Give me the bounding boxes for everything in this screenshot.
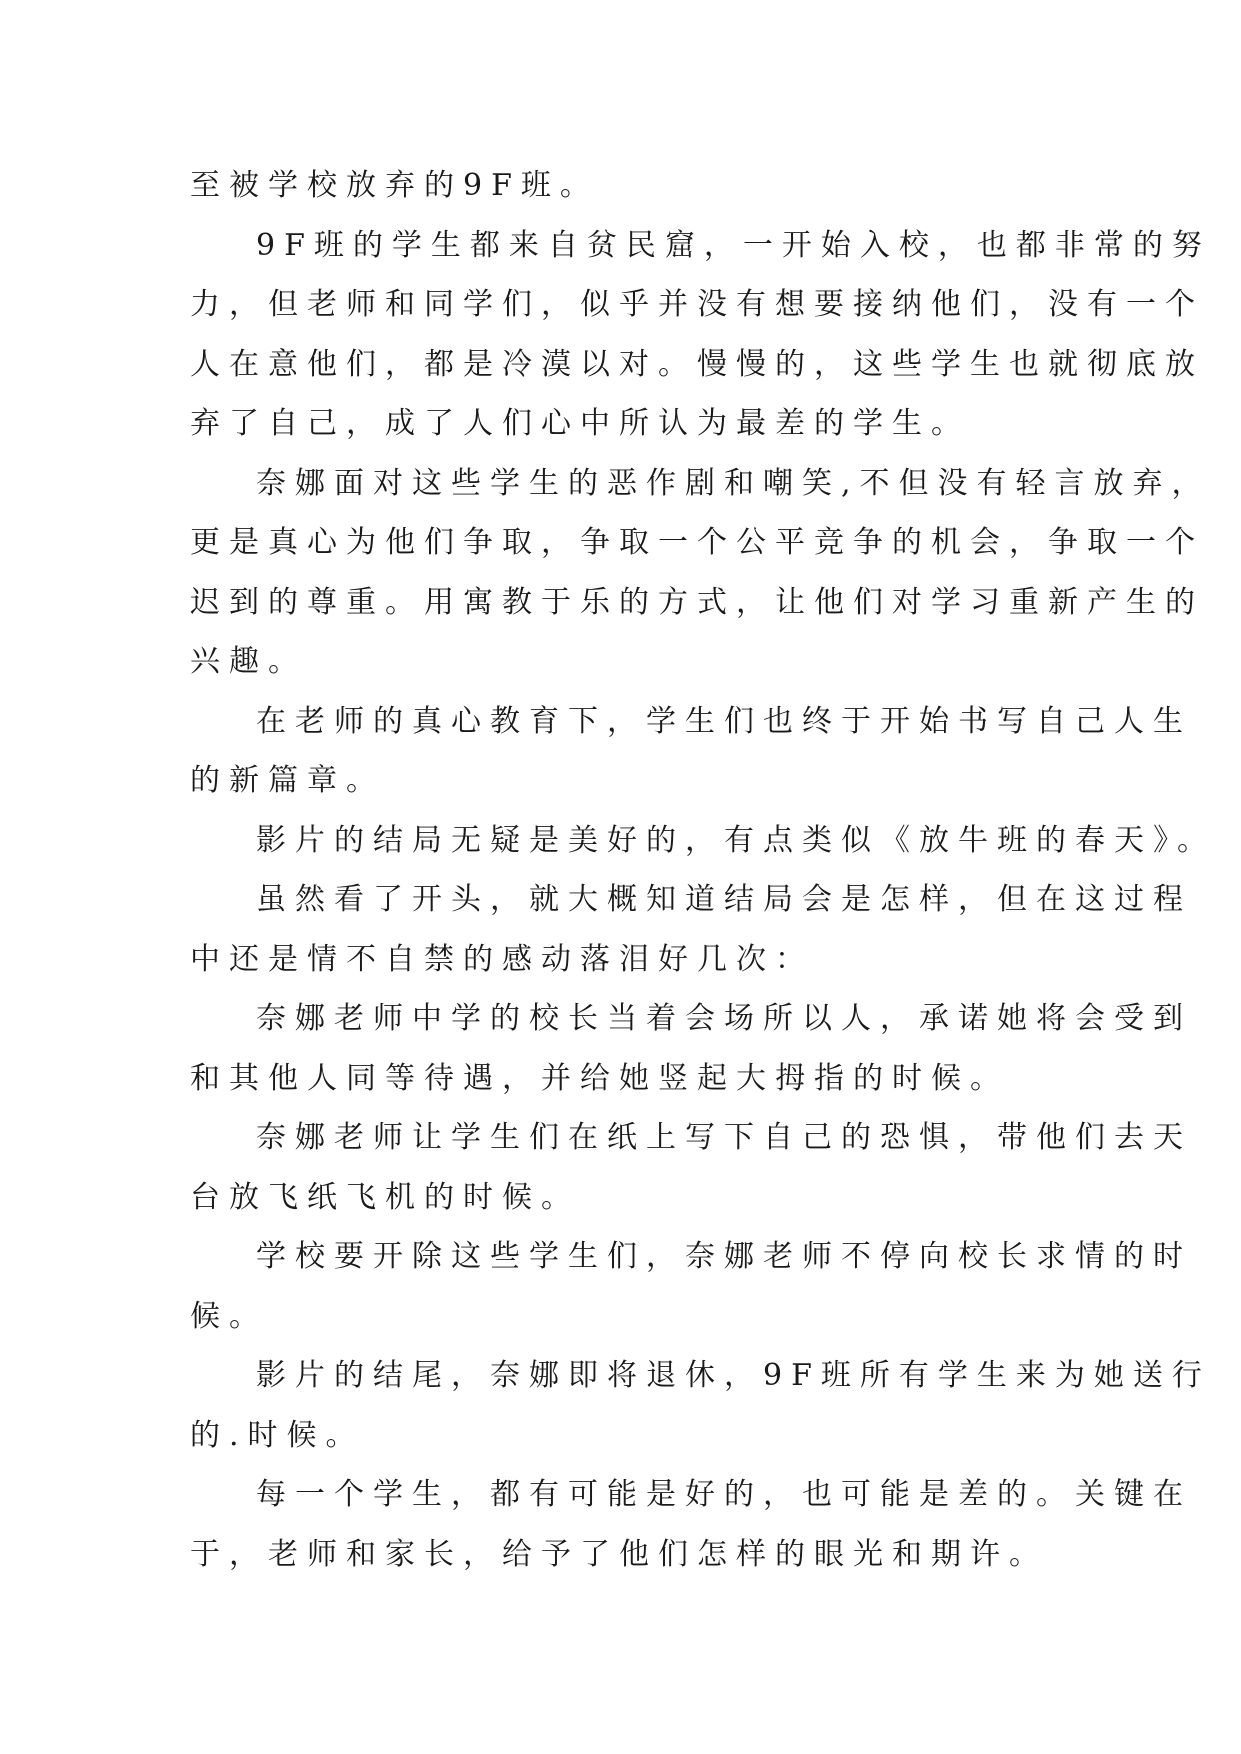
text-line: 学校要开除这些学生们，奈娜老师不停向校长求情的时 [256, 1239, 1192, 1274]
text-line: 在老师的真心教育下，学生们也终于开始书写自己人生 [256, 703, 1192, 739]
text-line: 每一个学生，都有可能是好的，也可能是差的。关键在 [256, 1477, 1192, 1512]
text-line: 迟到的尊重。用寓教于乐的方式，让他们对学习重新产生的 [190, 584, 1204, 620]
text-line: 更是真心为他们争取，争取一个公平竞争的机会，争取一个 [190, 525, 1204, 560]
text-line: 中还是情不自禁的感动落泪好几次： [190, 941, 814, 977]
text-line: 的新篇章。 [190, 763, 385, 798]
text-line: 奈娜面对这些学生的恶作剧和嘲笑,不但没有轻言放弃， [256, 465, 1211, 501]
text-line: 影片的结尾，奈娜即将退休，9F班所有学生来为她送行 [256, 1358, 1211, 1393]
text-line: 力，但老师和同学们，似乎并没有想要接纳他们，没有一个 [190, 287, 1204, 322]
text-line: 至被学校放弃的9F班。 [190, 168, 599, 203]
text-line: 人在意他们，都是冷漠以对。慢慢的，这些学生也就彻底放 [190, 346, 1204, 382]
text-line: 9F班的学生都来自贫民窟，一开始入校，也都非常的努 [256, 227, 1211, 263]
text-line: 弃了自己，成了人们心中所认为最差的学生。 [190, 406, 970, 441]
text-line: 虽然看了开头，就大概知道结局会是怎样，但在这过程 [256, 882, 1192, 917]
text-line: 奈娜老师让学生们在纸上写下自己的恐惧，带他们去天 [256, 1120, 1192, 1155]
text-line: 兴趣。 [190, 644, 307, 679]
text-line: 奈娜老师中学的校长当着会场所以人，承诺她将会受到 [256, 1001, 1192, 1036]
text-line: 候。 [190, 1298, 268, 1334]
text-line: 台放飞纸飞机的时候。 [190, 1179, 580, 1215]
text-line: 和其他人同等待遇，并给她竖起大拇指的时候。 [190, 1060, 1009, 1096]
text-line: 的.时候。 [190, 1417, 365, 1453]
text-line: 于，老师和家长，给予了他们怎样的眼光和期许。 [190, 1536, 1048, 1572]
document-body [190, 156, 1216, 1584]
text-line: 影片的结局无疑是美好的，有点类似《放牛班的春天》。 [256, 822, 1216, 858]
